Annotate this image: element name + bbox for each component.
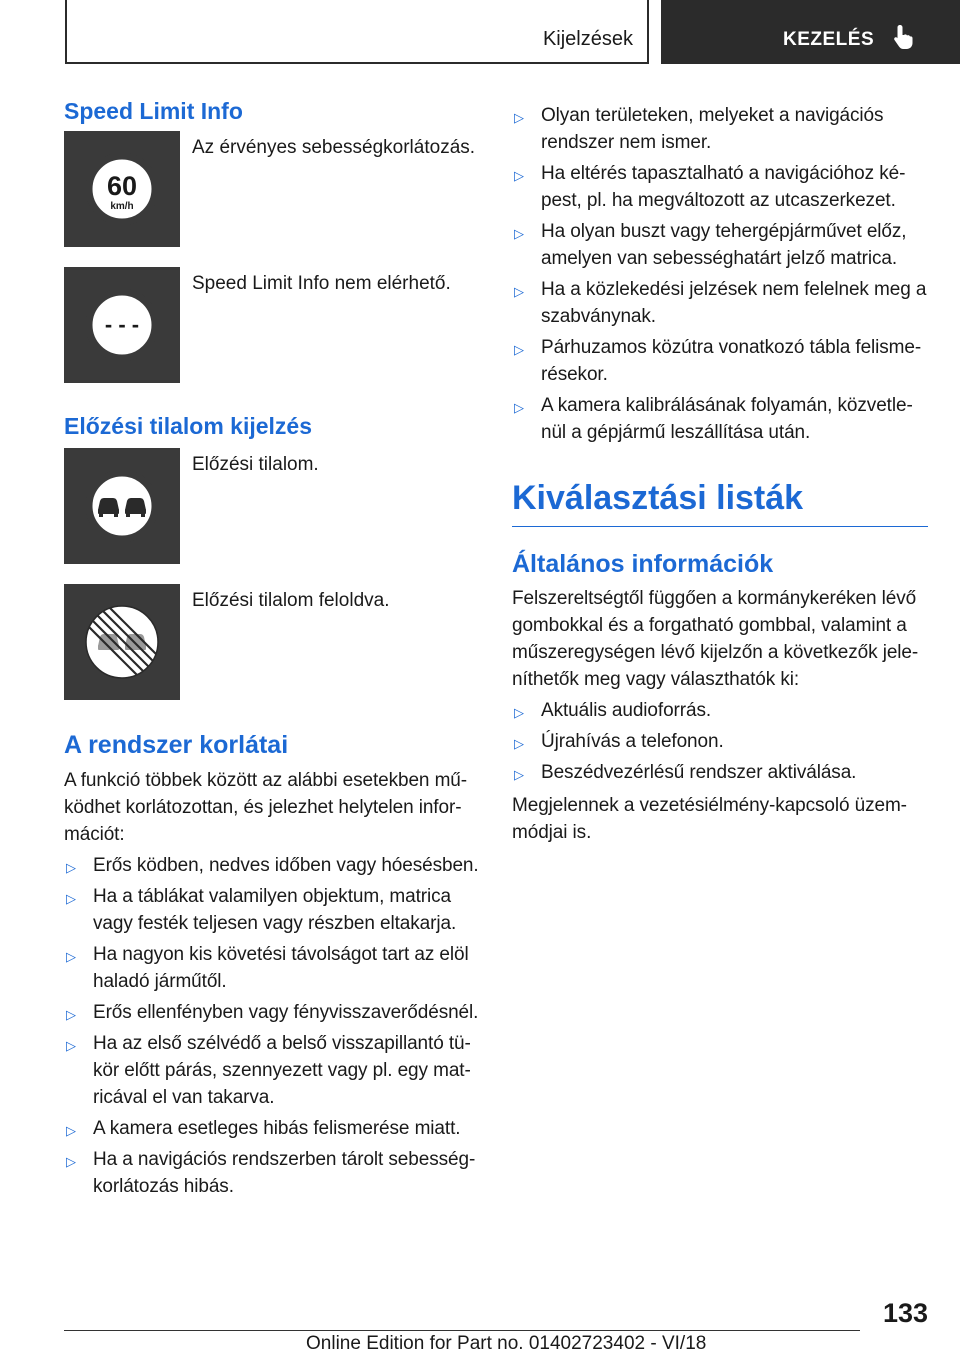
triangle-bullet-icon: ▷ — [514, 342, 524, 357]
triangle-bullet-icon: ▷ — [514, 736, 524, 751]
speed-limit-sign-row — [64, 131, 480, 247]
page-number: 133 — [882, 1298, 928, 1328]
triangle-bullet-icon: ▷ — [514, 226, 524, 241]
speed-unavailable-sign-row — [64, 267, 480, 383]
list-item: ▷ Olyan területeken, melyeket a navigációs rendszer nem ismer. — [514, 105, 884, 153]
chapter-tab-label: KEZELÉS — [783, 29, 875, 50]
list-item: ▷ Erős ellenfényben vagy fényvisszaverődésnél. — [64, 999, 480, 1026]
speed-limit-caption: Az érvényes sebességkorlátozás. — [192, 137, 476, 158]
no-passing-end-caption: Előzési tilalom feloldva. — [192, 590, 390, 611]
triangle-bullet-icon: ▷ — [66, 1007, 76, 1022]
footer-edition: Online Edition for Part no. 01402723402 - VI/18 — [306, 1333, 707, 1354]
sign-unavailable-dashes: - - - — [104, 312, 140, 337]
no-passing-sign-image — [64, 448, 180, 564]
section-title: Kijelzések — [542, 28, 633, 50]
speed-limit-60-sign — [64, 131, 180, 247]
no-passing-end-sign-row — [64, 584, 480, 700]
triangle-bullet-icon: ▷ — [66, 1154, 76, 1169]
no-passing-caption: Előzési tilalom. — [192, 454, 319, 475]
system-limits-heading: A rendszer korlátai — [64, 731, 289, 759]
speed-limit-sign-image — [64, 131, 180, 247]
hand-pointer-icon — [893, 24, 915, 50]
triangle-bullet-icon: ▷ — [514, 168, 524, 183]
triangle-bullet-icon: ▷ — [66, 860, 76, 875]
general-info-heading: Általános információk — [512, 550, 774, 578]
list-item: ▷ Párhuzamos közútra vonatkozó tábla felismerésekor. — [514, 337, 922, 385]
list-item: ▷ Erős ködben, nedves időben vagy hóesésben. — [64, 852, 480, 879]
triangle-bullet-icon: ▷ — [66, 1038, 76, 1053]
triangle-bullet-icon: ▷ — [66, 891, 76, 906]
right-column — [512, 96, 928, 846]
left-column — [64, 96, 480, 1200]
triangle-bullet-icon: ▷ — [514, 767, 524, 782]
no-passing-end-sign-image — [64, 584, 180, 700]
list-item: ▷ Ha nagyon kis követési távolságot tart az elöl haladó járműtől. — [66, 944, 469, 992]
triangle-bullet-icon: ▷ — [514, 110, 524, 125]
speed-unavailable-caption: Speed Limit Info nem elérhető. — [192, 273, 451, 294]
driving-mode-note: Megjelennek a vezetésiélmény-kapcsoló üzemmódjai is. — [512, 795, 907, 843]
list-item: ▷ Ha a táblákat valamilyen objektum, matrica vagy festék teljesen vagy részben eltakarja. — [66, 886, 457, 934]
triangle-bullet-icon: ▷ — [66, 1123, 76, 1138]
list-item: ▷ Ha eltérés tapasztalható a navigációhoz képest, pl. ha megváltozott az utcaszerkezet. — [514, 163, 906, 211]
chapter-tab[interactable] — [661, 0, 960, 64]
list-item: ▷ Ha olyan buszt vagy tehergépjárművet előz, amelyen van sebességhatárt jelző matrica. — [514, 221, 907, 269]
triangle-bullet-icon: ▷ — [66, 949, 76, 964]
general-info-intro: Felszereltségtől függően a kormánykeréken lévő gombokkal és a forgatható gombbal, valamint a műszeregységen lévő kijelzőn a következők jeleníthetők meg vagy választhatók ki: — [512, 588, 919, 690]
sign-speed-unit: km/h — [110, 201, 134, 212]
list-item: ▷ Ha az első szélvédő a belső visszapillantó tükör előtt párás, szennyezett vagy pl. egy matricával el van takarva. — [66, 1033, 471, 1108]
no-passing-end-sign — [64, 584, 180, 700]
system-limits-list — [64, 852, 480, 1200]
header-section-box — [65, 0, 649, 64]
footer-divider — [64, 1330, 860, 1331]
speed-limit-unavailable-sign — [64, 267, 180, 383]
speed-unavailable-sign-image — [64, 267, 180, 383]
selection-items-list — [512, 697, 928, 786]
list-item: ▷ Ha a navigációs rendszerben tárolt sebességkorlátozás hibás. — [66, 1149, 476, 1197]
speed-limit-heading: Speed Limit Info — [64, 98, 243, 124]
triangle-bullet-icon: ▷ — [514, 705, 524, 720]
triangle-bullet-icon: ▷ — [514, 400, 524, 415]
no-passing-sign-row — [64, 448, 480, 564]
list-item: ▷ Beszédvezérlésű rendszer aktiválása. — [512, 759, 928, 786]
triangle-bullet-icon: ▷ — [514, 284, 524, 299]
sign-speed-value: 60 — [106, 171, 138, 201]
no-passing-heading: Előzési tilalom kijelzés — [64, 413, 312, 439]
no-passing-sign — [64, 448, 180, 564]
list-item: ▷ Ha a közlekedési jelzések nem felelnek meg a szabványnak. — [514, 279, 927, 327]
system-limits-intro: A funkció többek között az alábbi esetekben működhet korlátozottan, és jelezhet helytelen információt: — [64, 770, 468, 845]
list-item: ▷ Aktuális audioforrás. — [512, 697, 928, 724]
selection-lists-heading: Kiválasztási listák — [512, 476, 928, 527]
system-limits-list-continued — [512, 102, 928, 446]
list-item: ▷ A kamera esetleges hibás felismerése miatt. — [64, 1115, 480, 1142]
list-item: ▷ A kamera kalibrálásának folyamán, közvetlenül a gépjármű leszállítása után. — [514, 395, 913, 443]
list-item: ▷ Újrahívás a telefonon. — [512, 728, 928, 755]
